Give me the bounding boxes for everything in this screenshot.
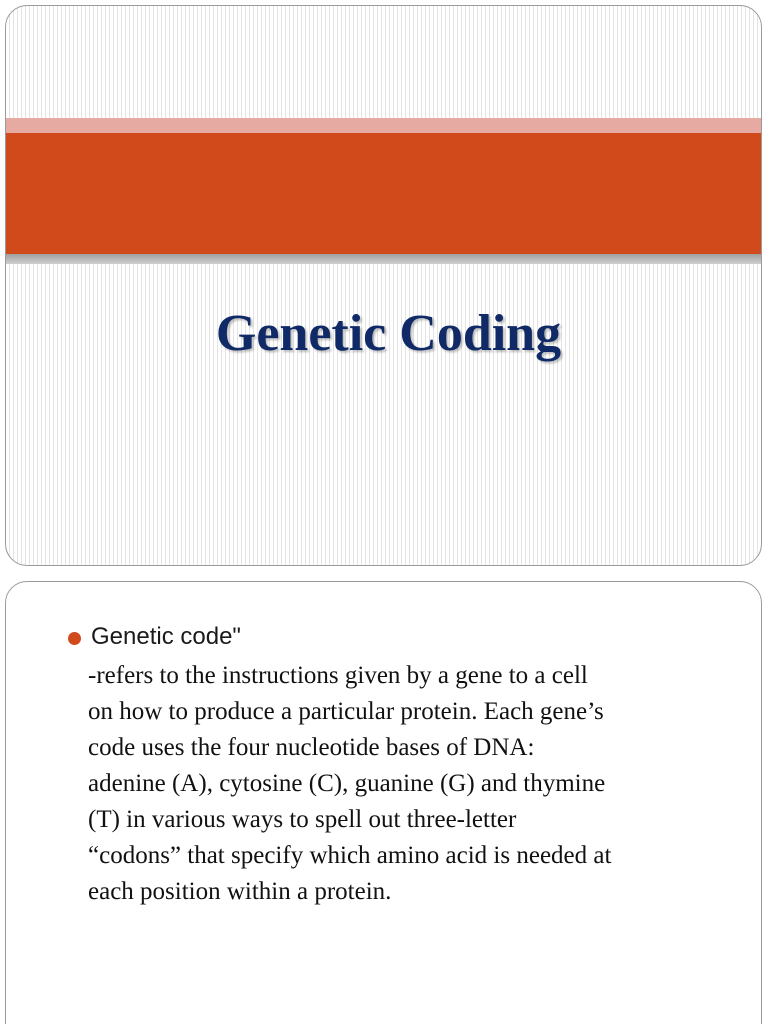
paragraph-line: (T) in various ways to spell out three-letter (88, 806, 517, 833)
header-band-shadow (6, 254, 761, 264)
bullet-item (68, 620, 241, 654)
bullet-heading: Genetic code" (91, 623, 241, 650)
header-band (6, 133, 761, 254)
paragraph-line: adenine (A), cytosine (C), guanine (G) and thymine (88, 770, 606, 797)
content-slide (5, 581, 762, 1024)
slide-title: Genetic Coding (215, 305, 562, 362)
paragraph-line: each position within a protein. (88, 878, 392, 905)
header-band-highlight (6, 118, 761, 133)
title-slide (5, 5, 762, 566)
definition-paragraph (88, 658, 738, 910)
paragraph-line: -refers to the instructions given by a gene to a cell (88, 662, 588, 689)
paragraph-line: “codons” that specify which amino acid is needed at (88, 842, 612, 869)
paragraph-line: on how to produce a particular protein. Each gene’s (88, 698, 604, 725)
paragraph-line: code uses the four nucleotide bases of DNA: (88, 734, 535, 761)
bullet-dot-icon (68, 632, 81, 645)
